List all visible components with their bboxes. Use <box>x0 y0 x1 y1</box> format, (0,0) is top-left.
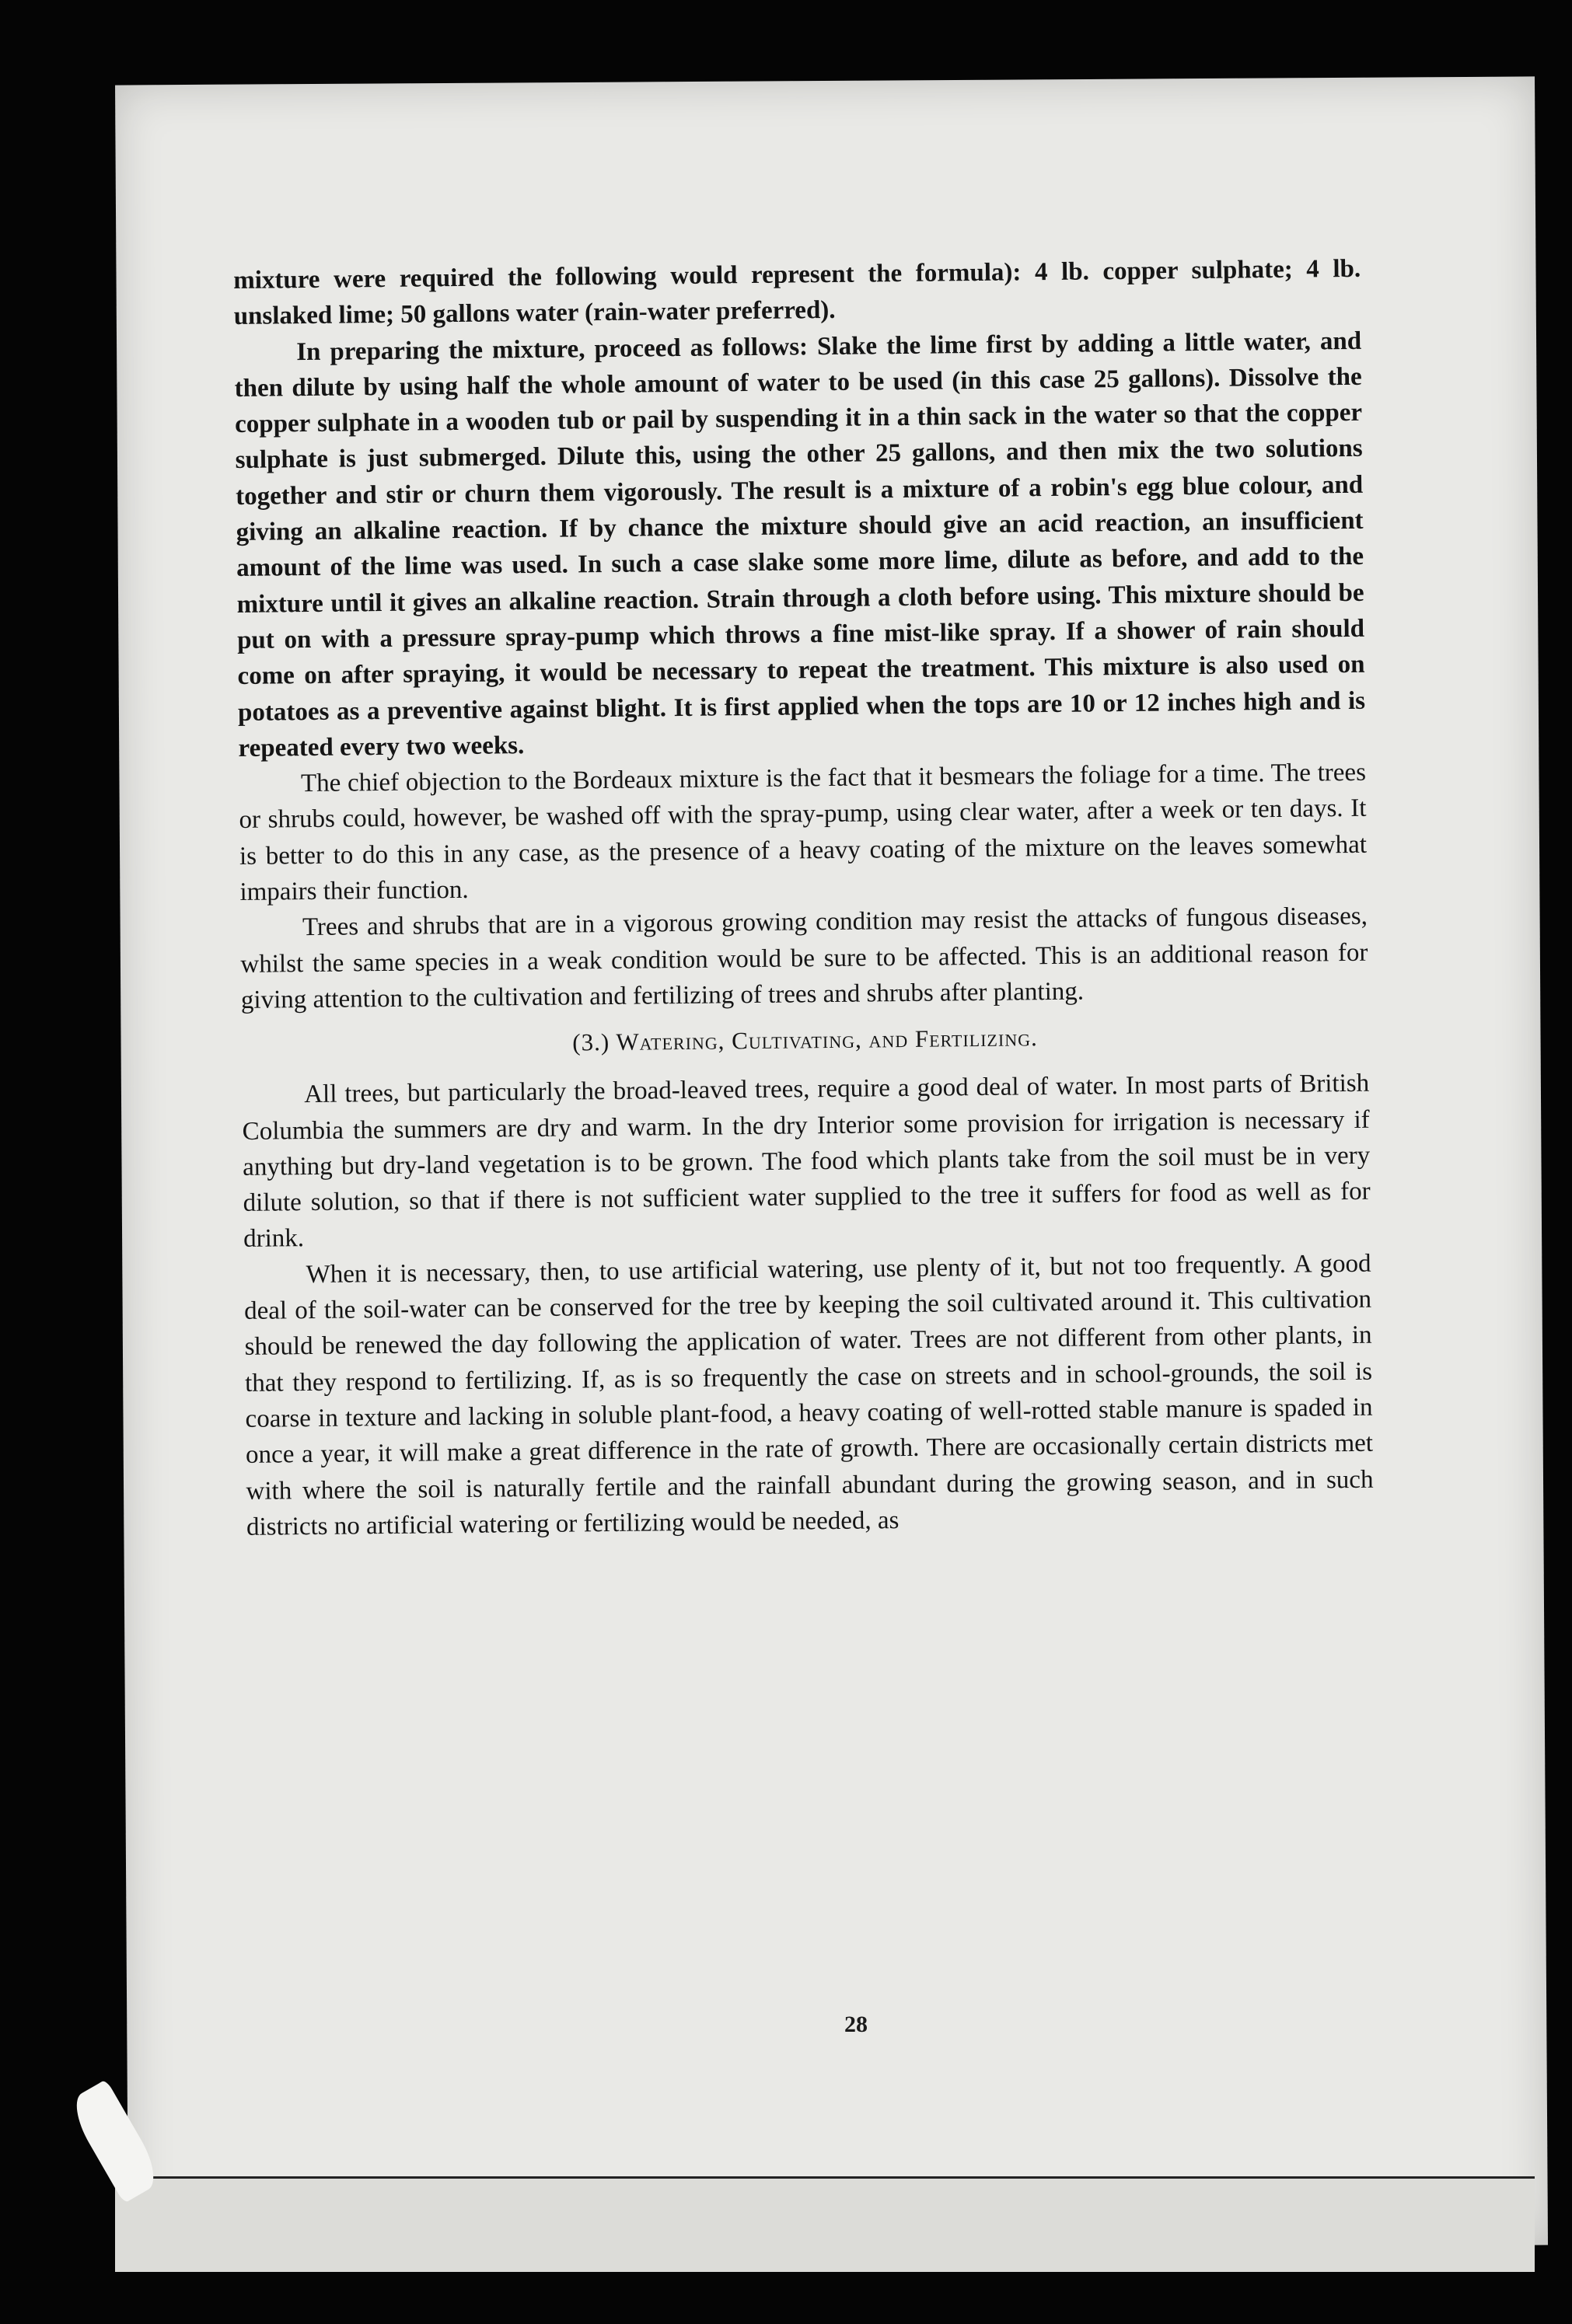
bottom-section <box>242 1066 1374 1545</box>
body-text <box>233 251 1374 1545</box>
paragraph-watering: When it is necessary, then, to use artificial watering, use plenty of it, but not too frequently. A good deal of the soil-water can be conserved for the tree by keeping the soil cultivated around it. This cultivation should be renewed the day following the application of water. Trees are not different from other plants, in that they respond to fertilizing. If, as is so frequently the case on streets and in school-grounds, the soil is coarse in texture and lacking in soluble plant-food, a heavy coating of well-rotted stable manure is spaded in once a year, it will make a great difference in the rate of growth. There are occasionally certain districts met with where the soil is naturally fertile and the rainfall abundant during the growing season, and in such districts no artificial watering or fertilizing would be needed, as <box>243 1249 1374 1541</box>
paragraph-vigorous-trees: Trees and shrubs that are in a vigorous growing condition may resist the attacks of fungous diseases, whilst the same species in a weak condition would be sure to be affected. This is an additional reason for giving attention to the cultivation and fertilizing of trees and shrubs after planting. <box>240 902 1368 1014</box>
page-bottom-edge <box>115 2176 1535 2272</box>
middle-section <box>239 755 1368 1018</box>
paragraph-water: All trees, but particularly the broad-leaved trees, require a good deal of water. In most parts of British Columbia the summers are dry and warm. In the dry Interior some provision for irrigation is necessary if anything but dry-land vegetation is to be grown. The food which plants take from the soil must be in very dilute solution, so that if there is not sufficient water supplied to the tree it suffers for food as well as for drink. <box>242 1069 1371 1254</box>
paragraph-formula: mixture were required the following would represent the formula): 4 lb. copper sulphate; 4 lb. unslaked lime; 50 gallons water (rain-water preferred). <box>233 254 1361 331</box>
paragraph-objection: The chief objection to the Bordeaux mixture is the fact that it besmears the foliage for a time. The trees or shrubs could, however, be washed off with the spray-pump, using clear water, after a week or ten days. It is better to do this in any case, as the presence of a heavy coating of the mixture on the leaves somewhat impairs their function. <box>239 758 1368 907</box>
paragraph-preparation: In preparing the mixture, proceed as follows: Slake the lime first by adding a little water, and then dilute by using half the whole amount of water to be used (in this case 25 gallons). Dissolve the copper sulphate in a wooden tub or pail by suspending it in a thin sack in the water so that the copper sulphate is just submerged. Dilute this, using the other 25 gallons, and then mix the two solutions together and stir or churn them vigorously. The result is a mixture of a robin's egg blue colour, and giving an alkaline reaction. If by chance the mixture should give an acid reaction, an insufficient amount of the lime was used. In such a case slake some more lime, dilute as before, and add to the mixture until it gives an alkaline reaction. Strain through a cloth before using. This mixture should be put on with a pressure spray-pump which throws a fine mist-like spray. If a shower of rain should come on after spraying, it would be necessary to repeat the treatment. This mixture is also used on potatoes as a preventive against blight. It is first applied when the tops are 10 or 12 inches high and is repeated every two weeks. <box>234 326 1366 762</box>
top-section <box>233 251 1366 766</box>
section-heading: (3.) Watering, Cultivating, and Fertilizing. <box>572 1024 1038 1056</box>
page-number: 28 <box>844 2012 868 2037</box>
